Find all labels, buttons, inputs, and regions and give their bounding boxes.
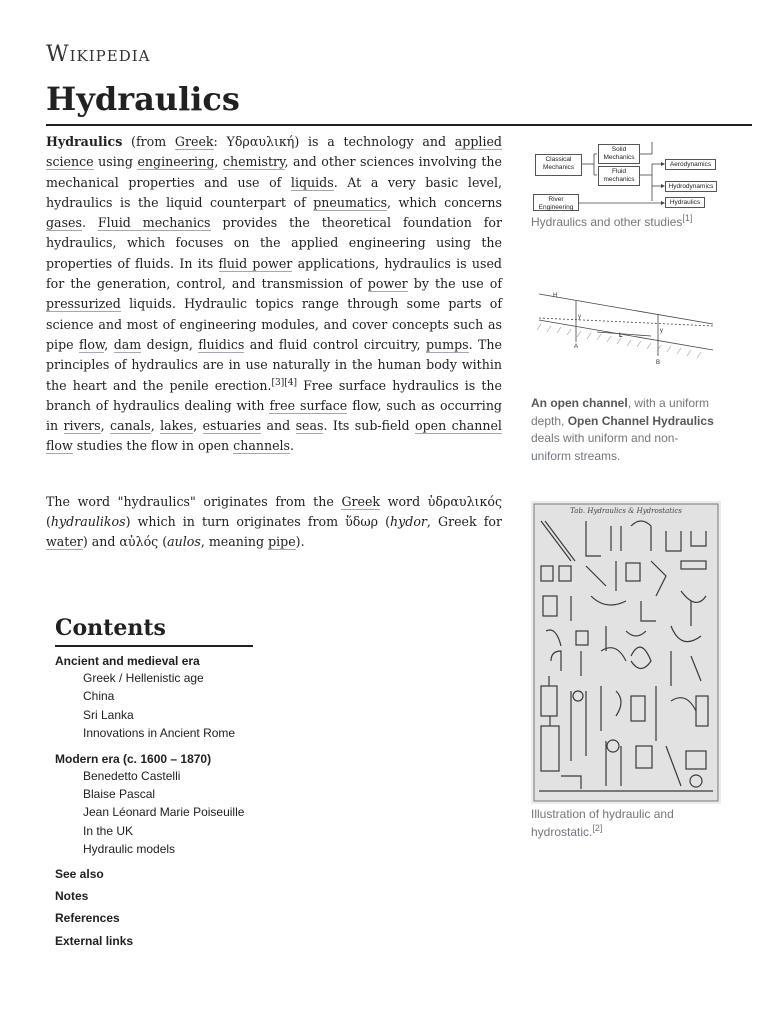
inline-link[interactable]: Fluid mechanics [97, 215, 211, 231]
text-run: liquids. Hydraulic topics range through some parts of science and most of engineering modules, and cover concepts such as pipe [46, 296, 502, 352]
inline-link[interactable]: canals [110, 418, 151, 434]
label-h: H [553, 293, 558, 299]
text-run: ). [295, 534, 305, 550]
inline-link[interactable]: Greek [341, 493, 381, 509]
inline-link[interactable]: pipe [268, 534, 296, 550]
open-channel-drawing [531, 284, 721, 379]
text-run: , [193, 418, 203, 434]
inline-link[interactable]: dam [113, 336, 142, 352]
toc-section-link[interactable]: References [55, 911, 120, 926]
toc-section-link[interactable]: See also [55, 866, 104, 881]
text-run: : Υδραυλική) is a technology and [213, 134, 455, 149]
text-run: , [104, 336, 114, 352]
toc-subsection-link[interactable]: Greek / Hellenistic age [83, 671, 204, 685]
toc-subsection-link[interactable]: Blaise Pascal [83, 787, 156, 802]
box-hydrodynamics: Hydrodynamics [665, 181, 717, 192]
citation-ref[interactable]: [3][4] [271, 377, 297, 388]
text-run: , [100, 418, 111, 434]
text-run: . [81, 215, 98, 231]
box-hydraulics: Hydraulics [665, 197, 705, 208]
text-run: (from [122, 134, 175, 149]
toc-section-link[interactable]: Ancient and medieval era [55, 654, 200, 668]
channel-caption-b1: An open channel [531, 396, 628, 410]
label-l: L [619, 333, 623, 339]
plate-caption [531, 806, 716, 841]
toc-subsection-link[interactable]: Sri Lanka [83, 707, 134, 722]
inline-link[interactable]: gases [46, 215, 82, 231]
plate-title: Tab. Hydraulics & Hydrostatics [570, 507, 682, 515]
intro-paragraph-2 [46, 492, 502, 553]
text-run: using [93, 154, 138, 170]
figure-hydraulics-plate [531, 501, 721, 841]
channel-caption [531, 395, 716, 465]
box-river-engineering: River Engineering [533, 194, 579, 211]
bold-term: Hydraulics [46, 134, 123, 149]
channel-caption-mid: , with a uniform depth, [531, 396, 710, 428]
text-run: . The principles of hydraulics are in use naturally in the human body within the heart and the penile erection. [46, 336, 502, 393]
text-run: provides the theoretical foundation for hydraulics, which focuses on the applied engineering using the properties of fluids. In its [46, 215, 502, 271]
box-fluid-mechanics: Fluid mechanics [598, 166, 640, 186]
toc-subsection-link[interactable]: Benedetto Castelli [83, 768, 181, 783]
diagram-caption-ref[interactable]: [1] [682, 213, 693, 223]
inline-link[interactable]: fluid power [218, 255, 293, 271]
toc-subsection-link[interactable]: China [83, 689, 115, 704]
channel-caption-end: deals with uniform and non-uniform streams. [531, 431, 679, 463]
inline-link[interactable]: chemistry [222, 154, 285, 170]
italic-term: hydor [390, 514, 427, 530]
inline-link[interactable]: pumps [425, 336, 469, 352]
text-run: and fluid control circuitry, [244, 336, 426, 352]
text-run: . Its sub-field [323, 418, 415, 434]
toc-section-link[interactable]: External links [55, 933, 134, 948]
diagram-caption [531, 214, 751, 232]
studies-diagram [531, 142, 751, 212]
text-run: flow, such as occurring in [46, 397, 502, 434]
inline-link[interactable]: rivers [63, 418, 101, 434]
hydraulics-engraving [531, 501, 721, 804]
wikipedia-logo[interactable] [46, 42, 151, 67]
text-run: . At a very basic level, hydraulics is the liquid counterpart of [46, 174, 503, 210]
inline-link[interactable]: flow [79, 336, 105, 352]
inline-link[interactable]: channels [233, 438, 291, 454]
text-run: ) and αὐλός ( [82, 534, 168, 550]
inline-link[interactable]: applied science [46, 134, 502, 170]
inline-link[interactable]: engineering [137, 154, 215, 170]
box-classical-mechanics: Classical Mechanics [535, 154, 582, 176]
toc-section-link[interactable]: Modern era (c. 1600 – 1870) [55, 751, 212, 766]
italic-term: hydraulikos [50, 514, 126, 530]
text-run: by the use of [407, 276, 502, 292]
inline-link[interactable]: water [46, 534, 83, 550]
plate-caption-text: Illustration of hydraulic and hydrostatic. [531, 807, 674, 839]
intro-paragraph-1 [46, 132, 502, 457]
channel-caption-b2: Open Channel Hydraulics [567, 413, 714, 428]
table-of-contents [55, 615, 253, 952]
inline-link[interactable]: fluidics [198, 336, 245, 352]
text-run: applications, hydraulics is used for the generation, control, and transmission of [46, 255, 502, 292]
toc-subsection-link[interactable]: In the UK [83, 823, 134, 838]
inline-link[interactable]: power [367, 276, 408, 292]
text-run: , [214, 154, 223, 170]
italic-term: aulos [167, 534, 201, 550]
inline-link[interactable]: open channel flow [46, 418, 502, 454]
box-solid-mechanics: Solid Mechanics [598, 144, 640, 164]
toc-title: Contents [55, 615, 253, 647]
toc-subsection-link[interactable]: Innovations in Ancient Rome [83, 726, 236, 741]
toc-section-link[interactable]: Notes [55, 889, 89, 904]
inline-link[interactable]: free surface [269, 397, 348, 413]
label-y1: y [578, 314, 581, 320]
text-run: , meaning [200, 534, 269, 550]
text-run: . [290, 438, 295, 454]
toc-subsection-link[interactable]: Hydraulic models [83, 842, 176, 857]
toc-subsection-link[interactable]: Jean Léonard Marie Poiseuille [83, 805, 245, 820]
text-run: , and other sciences involving the mechanical properties and use of [46, 154, 502, 190]
label-a: A [574, 344, 579, 350]
text-run: Free surface hydraulics is the branch of hydraulics dealing with [46, 377, 502, 413]
page-title: Hydraulics [46, 80, 752, 126]
label-y2: y [660, 328, 663, 334]
text-run: The word "hydraulics" originates from the [46, 493, 342, 509]
text-run: studies the flow in open [72, 438, 234, 454]
plate-caption-ref[interactable]: [2] [592, 822, 603, 833]
text-run: ) which in turn originates from ὕδωρ ( [125, 514, 391, 530]
inline-link[interactable]: liquids [290, 174, 334, 190]
box-aerodynamics: Aerodynamics [665, 159, 716, 170]
inline-link[interactable]: seas [295, 418, 324, 434]
diagram-caption-text: Hydraulics and other studies [531, 215, 683, 229]
inline-link[interactable]: pressurized [46, 296, 121, 312]
text-run: and [261, 418, 296, 434]
text-run: , Greek for [426, 514, 502, 530]
text-run: , which concerns [387, 194, 502, 210]
text-run: design, [141, 336, 199, 352]
toc-list [55, 653, 253, 952]
label-b: B [656, 360, 661, 366]
inline-link[interactable]: estuaries [202, 418, 262, 434]
inline-link[interactable]: pneumatics [313, 194, 388, 210]
text-run: word ὑδραυλικός ( [46, 493, 502, 530]
figure-open-channel [531, 284, 721, 465]
logo-text: Wikipedia [46, 42, 151, 67]
inline-link[interactable]: Greek [174, 134, 214, 149]
text-run: , [150, 418, 161, 434]
figure-hydraulics-diagram [531, 142, 751, 232]
inline-link[interactable]: lakes [160, 418, 194, 434]
article-body [46, 132, 502, 553]
